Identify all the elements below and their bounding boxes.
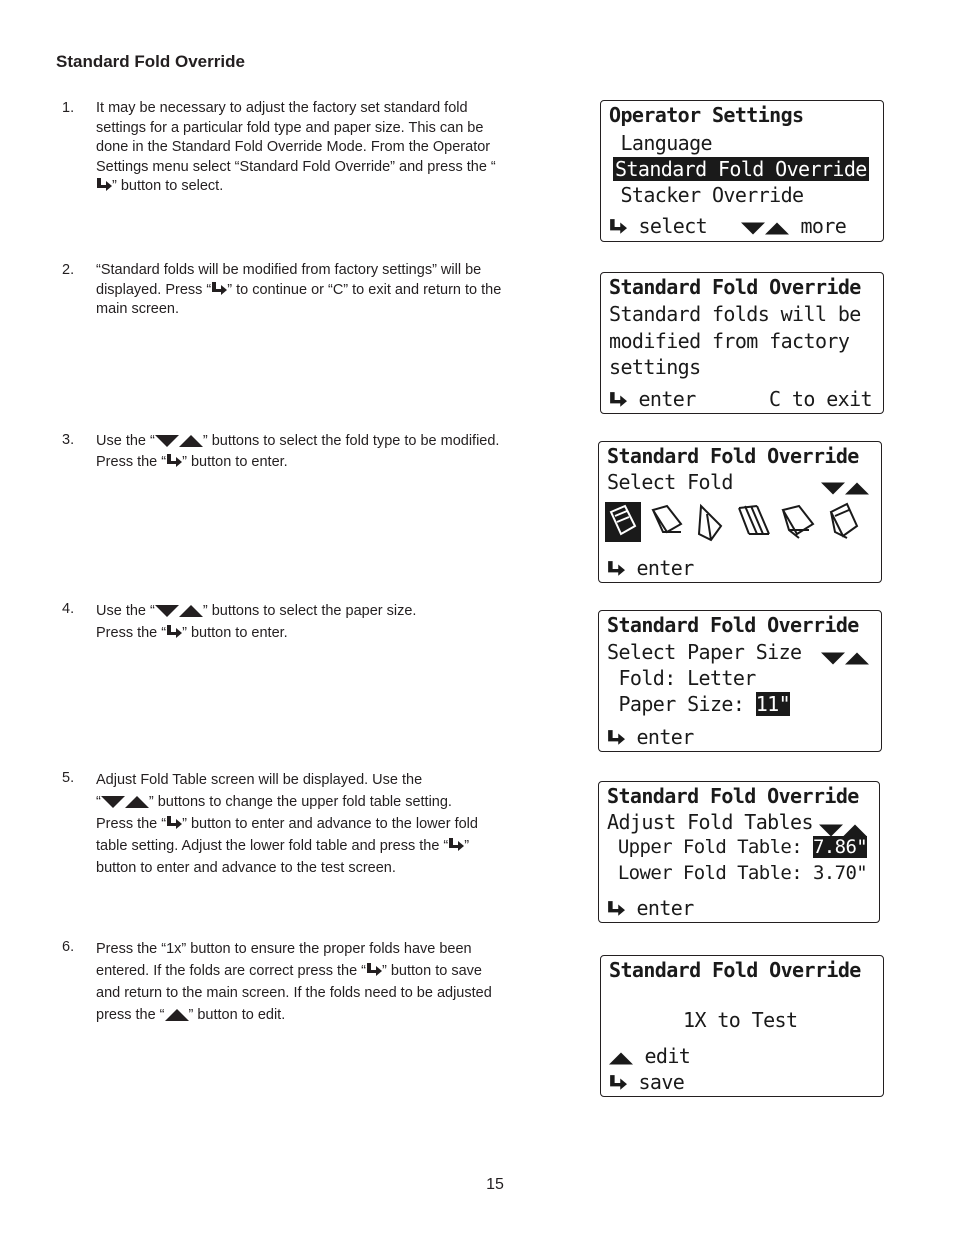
- step-text: ” buttons to select the paper size.: [202, 603, 417, 619]
- lcd-title: Standard Fold Override: [609, 275, 861, 299]
- up-arrow-icon: [609, 1052, 633, 1065]
- menu-item-standard-fold-override[interactable]: Standard Fold Override: [615, 157, 867, 181]
- lcd-standard-folds-message: [600, 272, 884, 414]
- paper-size-label: Paper Size:: [607, 692, 756, 716]
- lcd-test: [600, 955, 884, 1097]
- step-text: ” to continue or “C” to exit and return to the main screen.: [96, 281, 502, 317]
- down-arrow-icon: [155, 435, 179, 447]
- lcd-footer-right: C to exit: [769, 387, 872, 411]
- lcd-title: Standard Fold Override: [607, 444, 859, 468]
- step-text: ” buttons to select the fold type to be modified. Press the “: [96, 433, 500, 470]
- step-text: “: [96, 794, 101, 810]
- step-number: 6.: [62, 939, 75, 955]
- step-text: Press the “: [96, 625, 167, 641]
- lower-fold-line[interactable]: Lower Fold Table: 3.70": [607, 862, 868, 884]
- lcd-footer-left: enter: [607, 556, 694, 580]
- lcd-select-paper-size: [598, 610, 882, 752]
- fold-type-icon[interactable]: [605, 502, 641, 542]
- enter-arrow-icon: [609, 219, 627, 235]
- lcd-title: Standard Fold Override: [607, 784, 859, 808]
- lcd-operator-settings: [600, 100, 884, 242]
- down-arrow-icon: [101, 796, 125, 808]
- step-text: ” button to enter.: [182, 454, 288, 470]
- enter-arrow-icon: [607, 730, 625, 746]
- fold-type-icon[interactable]: [781, 502, 817, 542]
- lcd-select-fold: [598, 441, 882, 583]
- step-text: It may be necessary to adjust the factory set standard fold settings for a particular fold type and paper size. This can be done in the Standard Fold Override Mode. From the Operator Settings menu select “Standard Fold Override” and press the “: [96, 100, 496, 175]
- step-text: ” button to enter and advance to the test screen.: [96, 838, 470, 876]
- lcd-line: Select Paper Size: [607, 640, 802, 664]
- enter-arrow-icon: [607, 901, 625, 917]
- step-number: 4.: [62, 601, 75, 617]
- up-arrow-icon: [845, 482, 869, 495]
- upper-fold-value[interactable]: 7.86": [812, 836, 868, 858]
- step-text: ” button to save and return to the main screen. If the folds need to be adjusted press the “: [96, 963, 492, 1023]
- down-arrow-icon: [155, 605, 179, 617]
- step-text: Adjust Fold Table screen will be displayed. Use the: [96, 772, 423, 788]
- lcd-line: settings: [609, 355, 701, 379]
- up-arrow-icon: [845, 652, 869, 665]
- lcd-footer-right: more: [741, 214, 846, 238]
- up-arrow-icon: [765, 222, 789, 235]
- step-text: Use the “: [96, 603, 155, 619]
- lcd-line: Standard folds will be: [609, 302, 861, 326]
- lcd-title: Standard Fold Override: [607, 613, 859, 637]
- fold-type-icon[interactable]: [649, 502, 685, 542]
- page-number: 15: [486, 1176, 504, 1193]
- page-heading: Standard Fold Override: [56, 52, 245, 71]
- up-arrow-icon: [179, 605, 203, 617]
- paper-size-value[interactable]: 11": [755, 692, 791, 716]
- lcd-footer-left: enter: [609, 387, 696, 411]
- fold-type-icon[interactable]: [737, 502, 773, 542]
- fold-type-row: [605, 502, 861, 542]
- step-text: ” button to edit.: [188, 1007, 286, 1023]
- enter-arrow-icon: [609, 1075, 627, 1091]
- step-text: “Standard folds will be modified from factory settings” will be displayed. Press “: [96, 262, 482, 298]
- lcd-footer-save: save: [609, 1070, 684, 1094]
- up-arrow-icon: [179, 435, 203, 447]
- lcd-line: Fold: Letter: [607, 666, 756, 690]
- step-number: 3.: [62, 432, 75, 448]
- step-text: Press the “1x” button to ensure the proper folds have been entered. If the folds are correct press the “: [96, 941, 472, 979]
- down-arrow-icon: [821, 652, 845, 665]
- up-arrow-icon: [165, 1009, 189, 1021]
- menu-item-stacker-override[interactable]: Stacker Override: [609, 183, 804, 207]
- lcd-title: Standard Fold Override: [609, 958, 861, 982]
- step-number: 5.: [62, 770, 75, 786]
- enter-arrow-icon: [166, 816, 182, 830]
- step-text: ” button to enter and advance to the lower fold table setting. Adjust the lower fold table and press the “: [96, 816, 478, 854]
- lcd-line: Adjust Fold Tables: [607, 810, 813, 834]
- upper-fold-label: Upper Fold Table:: [607, 836, 813, 858]
- lcd-footer-left: select: [609, 214, 707, 238]
- lcd-footer-edit: edit: [609, 1044, 690, 1068]
- enter-arrow-icon: [607, 561, 625, 577]
- step-text: ” buttons to change the upper fold table setting.: [148, 794, 452, 810]
- menu-item-language[interactable]: Language: [609, 131, 712, 155]
- lcd-title: Operator Settings: [609, 103, 804, 127]
- enter-arrow-icon: [166, 625, 182, 639]
- enter-arrow-icon: [366, 963, 382, 977]
- lcd-arrows: [821, 474, 869, 498]
- step-number: 2.: [62, 262, 75, 278]
- down-arrow-icon: [821, 482, 845, 495]
- step-text: ” button to enter.: [182, 625, 288, 641]
- up-arrow-icon: [125, 796, 149, 808]
- enter-arrow-icon: [166, 454, 182, 468]
- step-number: 1.: [62, 100, 75, 116]
- lcd-line: 1X to Test: [683, 1008, 798, 1032]
- lcd-line: [607, 836, 867, 858]
- fold-type-icon[interactable]: [825, 502, 861, 542]
- step-text: ” button to select.: [112, 178, 224, 194]
- lcd-arrows: [821, 644, 869, 668]
- lcd-adjust-fold-tables: [598, 781, 880, 923]
- step-text: Press the “: [96, 816, 167, 832]
- lcd-line: [607, 692, 790, 716]
- enter-arrow-icon: [448, 838, 464, 852]
- step-text: Use the “: [96, 433, 155, 449]
- fold-type-icon[interactable]: [693, 502, 729, 542]
- lcd-footer-left: enter: [607, 896, 694, 920]
- enter-arrow-icon: [96, 178, 112, 192]
- down-arrow-icon: [741, 222, 765, 235]
- enter-arrow-icon: [211, 282, 227, 296]
- enter-arrow-icon: [609, 392, 627, 408]
- lcd-line: modified from factory: [609, 329, 850, 353]
- lcd-line: Select Fold: [607, 470, 733, 494]
- lcd-footer-left: enter: [607, 725, 694, 749]
